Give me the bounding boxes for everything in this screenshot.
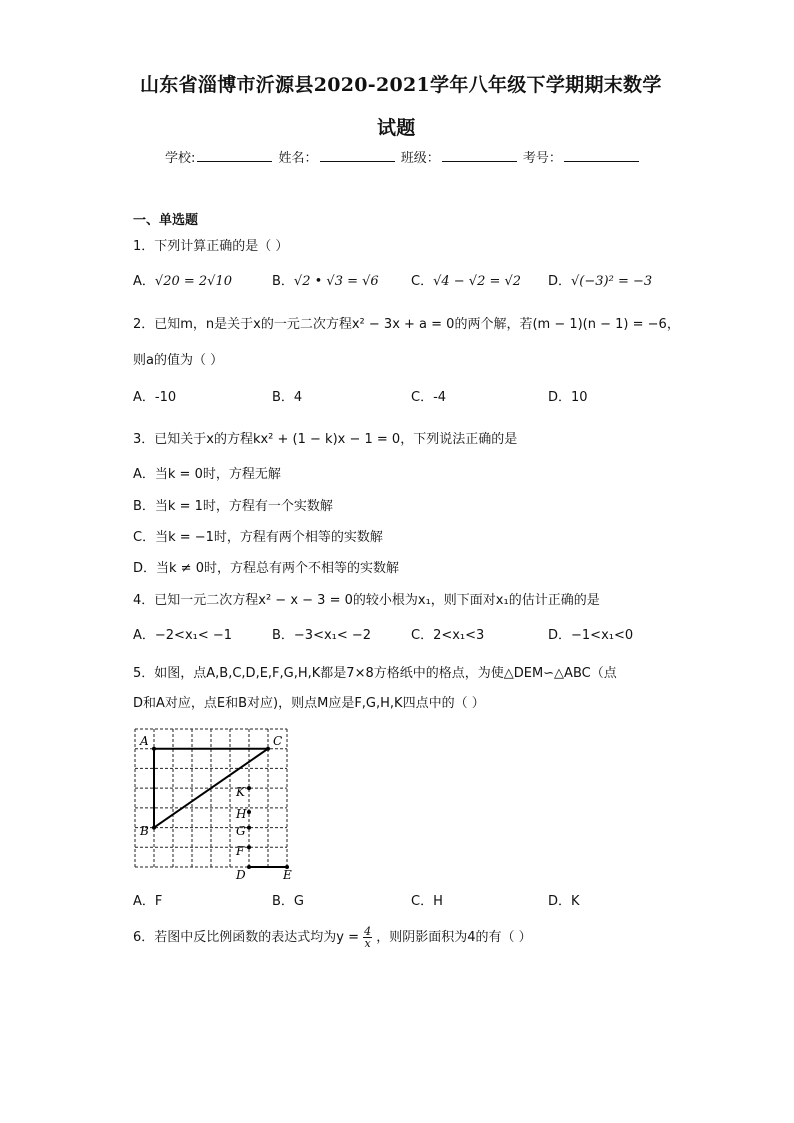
q1-c-expr: √4 − √2 = √2 — [433, 274, 522, 289]
label-a: A — [140, 734, 149, 748]
point-k — [247, 786, 251, 790]
q1-b-expr: √2 • √3 = √6 — [293, 274, 379, 289]
q3-option-b: B．当k = 1时，方程有一个实数解 — [133, 499, 333, 514]
info-fields-row — [165, 147, 641, 166]
q3-option-d: D．当k ≠ 0时，方程总有两个不相等的实数解 — [133, 561, 399, 576]
label-g: G — [236, 824, 246, 838]
q1-option-c: C．√4 − √2 = √2 — [411, 274, 522, 289]
q6-stem-pre: 6．若图中反比例函数的表达式均为y = — [133, 930, 359, 945]
q1-option-d: D．√(−3)² = −3 — [548, 274, 653, 289]
q1-d-expr: √(−3)² = −3 — [571, 274, 653, 289]
q5-grid-figure — [130, 724, 315, 884]
point-d — [247, 865, 251, 869]
exam-title-line2: 试题 — [377, 117, 416, 139]
q1-option-b: B．√2 • √3 = √6 — [272, 274, 379, 289]
point-h — [247, 810, 251, 814]
q5-stem-line2: D和A对应，点E和B对应)，则点M应是F,G,H,K四点中的（ ） — [133, 696, 485, 711]
name-label: 姓名： — [278, 151, 318, 166]
label-f: F — [236, 844, 245, 858]
q2-option-c: C．-4 — [411, 390, 447, 405]
q5-option-c: C．H — [411, 894, 443, 909]
q5-option-b: B．G — [272, 894, 304, 909]
q6-frac-num: 4 — [364, 925, 372, 938]
q2-option-a: A．-10 — [133, 390, 177, 405]
q5-option-a: A．F — [133, 894, 163, 909]
point-b — [152, 826, 156, 830]
label-c: C — [273, 734, 283, 748]
school-blank — [197, 149, 272, 162]
point-g — [247, 826, 251, 830]
section-heading: 一、单选题 — [133, 213, 199, 228]
class-label: 班级： — [400, 151, 440, 166]
q6-stem — [133, 926, 532, 949]
name-blank — [320, 149, 395, 162]
q2-option-b: B．4 — [272, 390, 303, 405]
school-label: 学校: — [165, 151, 196, 166]
point-f — [247, 845, 251, 849]
q2-stem-line2: 则a的值为（ ） — [133, 353, 224, 368]
q6-frac-den: x — [364, 937, 371, 950]
q3-option-a: A．当k = 0时，方程无解 — [133, 467, 281, 482]
q6-stem-post: ，则阴影面积为4的有（ ） — [376, 930, 532, 945]
q5-option-d: D．K — [548, 894, 580, 909]
class-blank — [442, 149, 517, 162]
q5-stem-line1: 5．如图，点A,B,C,D,E,F,G,H,K都是7×8方格纸中的格点，为使△DEM∽△ABC（点 — [133, 666, 617, 681]
q4-option-b: B．−3<x₁< −2 — [272, 628, 372, 643]
label-d: D — [236, 868, 246, 882]
exam-no-blank — [564, 149, 639, 162]
grid-lines — [135, 729, 287, 867]
q6-fraction — [363, 926, 372, 949]
q4-option-a: A．−2<x₁< −1 — [133, 628, 233, 643]
point-c — [266, 747, 270, 751]
label-k: K — [236, 785, 245, 799]
q4-stem: 4．已知一元二次方程x² − x − 3 = 0的较小根为x₁，则下面对x₁的估计正确的是 — [133, 593, 600, 608]
q3-option-c: C．当k = −1时，方程有两个相等的实数解 — [133, 530, 383, 545]
q1-stem: 1．下列计算正确的是（ ） — [133, 239, 289, 254]
label-b: B — [140, 824, 149, 838]
exam-no-label: 考号： — [522, 151, 562, 166]
q2-option-d: D．10 — [548, 390, 588, 405]
label-e: E — [283, 868, 292, 882]
q4-option-c: C．2<x₁<3 — [411, 628, 485, 643]
q2-stem-line1: 2．已知m，n是关于x的一元二次方程x² − 3x + a = 0的两个解，若(m − 1)(n − 1) = −6， — [133, 317, 680, 332]
label-h: H — [236, 807, 247, 821]
q1-a-expr: √20 = 2√10 — [154, 274, 232, 289]
q4-option-d: D．−1<x₁<0 — [548, 628, 634, 643]
point-a — [152, 747, 156, 751]
q3-stem: 3．已知关于x的方程kx² + (1 − k)x − 1 = 0，下列说法正确的是 — [133, 432, 518, 447]
exam-title-line1: 山东省淄博市沂源县2020-2021学年八年级下学期期末数学 — [140, 74, 662, 96]
q1-option-a: A．√20 = 2√10 — [133, 274, 232, 289]
